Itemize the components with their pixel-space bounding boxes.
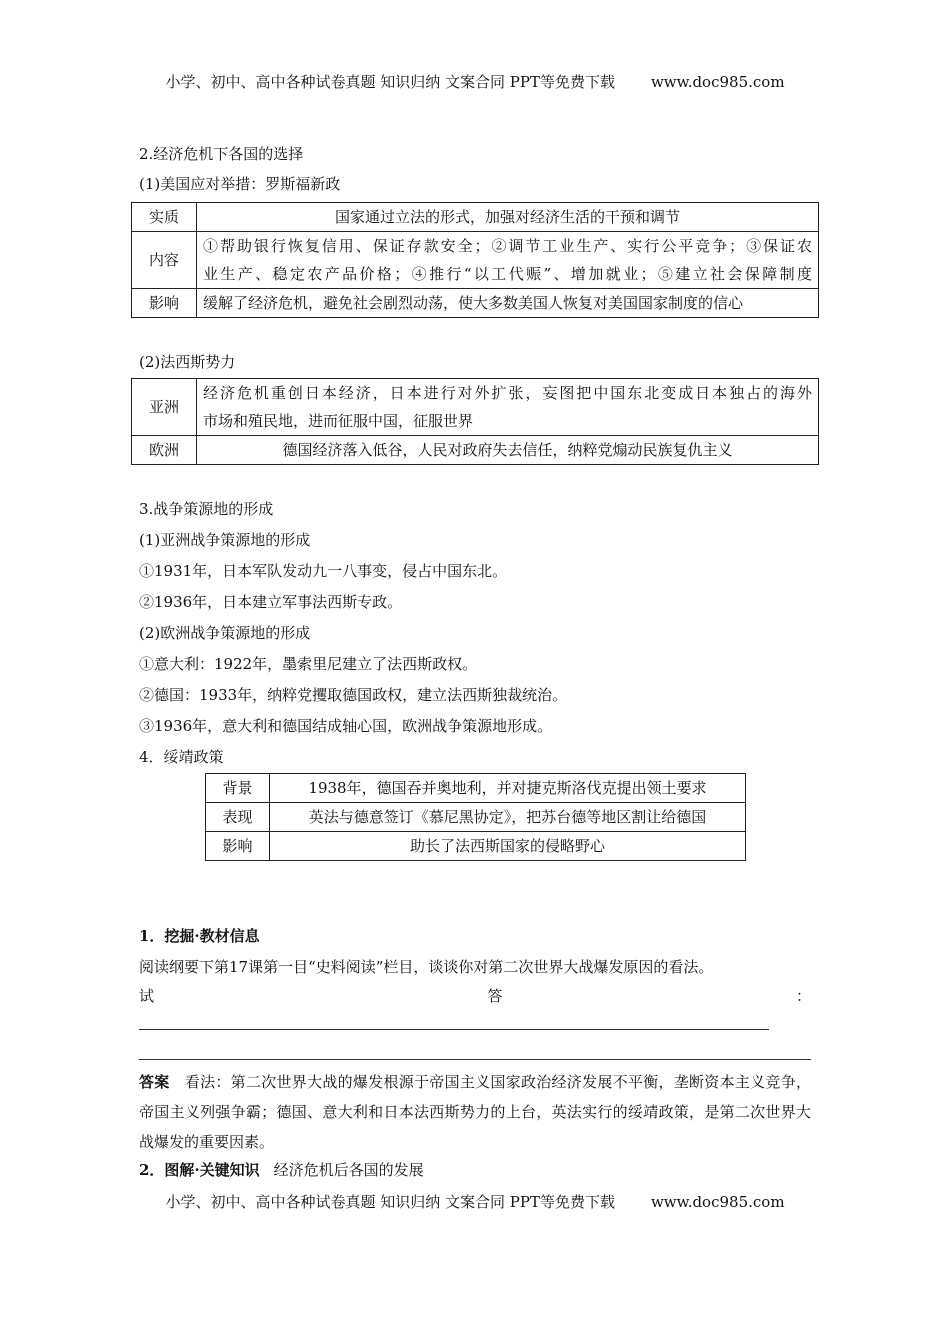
table-row bbox=[132, 436, 819, 465]
answer-prompt-b: 答 bbox=[487, 987, 503, 1005]
table-row bbox=[132, 232, 819, 289]
footer-text: 小学、初中、高中各种试卷真题 知识归纳 文案合同 PPT等免费下载 bbox=[165, 1193, 615, 1211]
row-key: 影响 bbox=[206, 832, 270, 861]
question-2-line bbox=[139, 1160, 424, 1180]
row-key: 亚洲 bbox=[132, 379, 197, 436]
section-3-title: 3.战争策源地的形成 bbox=[139, 500, 274, 518]
answer-blank-line-1[interactable] bbox=[139, 1029, 769, 1030]
section-2-sub1: (1)美国应对举措：罗斯福新政 bbox=[139, 175, 341, 193]
question-2-text: 经济危机后各国的发展 bbox=[273, 1161, 424, 1179]
table-row bbox=[206, 803, 746, 832]
row-key: 表现 bbox=[206, 803, 270, 832]
footer-url[interactable]: www.doc985.com bbox=[650, 1193, 785, 1211]
europe-item-1: ①意大利：1922年，墨索里尼建立了法西斯政权。 bbox=[139, 655, 478, 673]
row-key: 欧洲 bbox=[132, 436, 197, 465]
row-key: 实质 bbox=[132, 203, 197, 232]
answer-prompt-a: 试 bbox=[139, 987, 155, 1005]
row-value: 1938年，德国吞并奥地利，并对捷克斯洛伐克提出领土要求 bbox=[270, 774, 746, 803]
question-1-title: 1．挖掘·教材信息 bbox=[139, 927, 260, 945]
answer-blank-line-2[interactable] bbox=[139, 1059, 811, 1060]
section-2-sub2: (2)法西斯势力 bbox=[139, 353, 236, 371]
europe-item-2: ②德国：1933年，纳粹党攫取德国政权，建立法西斯独裁统治。 bbox=[139, 686, 568, 704]
row-value-line: 市场和殖民地，进而征服中国，征服世界 bbox=[203, 412, 474, 430]
fascism-table bbox=[131, 378, 819, 465]
appeasement-table bbox=[205, 773, 746, 861]
section-4-title: 4．绥靖政策 bbox=[139, 748, 224, 766]
answer-block bbox=[139, 1067, 811, 1157]
answer-text: 看法：第二次世界大战的爆发根源于帝国主义国家政治经济发展不平衡，垄断资本主义竞争，帝国主义列强争霸；德国、意大利和日本法西斯势力的上台，英法实行的绥靖政策，是第二次世界大战爆发的重要因素。 bbox=[139, 1073, 811, 1151]
row-value: 英法与德意签订《慕尼黑协定》，把苏台德等地区割让给德国 bbox=[270, 803, 746, 832]
row-value-line: 经济危机重创日本经济，日本进行对外扩张，妄图把中国东北变成日本独占的海外 bbox=[203, 384, 812, 402]
asia-item-1: ①1931年，日本军队发动九一八事变，侵占中国东北。 bbox=[139, 562, 508, 580]
answer-prompt-c: ： bbox=[795, 987, 811, 1005]
answer-label: 答案 bbox=[139, 1073, 170, 1091]
question-1-text: 阅读纲要下第17课第一目“史料阅读”栏目，谈谈你对第二次世界大战爆发原因的看法。 bbox=[139, 958, 714, 976]
row-value: 国家通过立法的形式，加强对经济生活的干预和调节 bbox=[197, 203, 819, 232]
header-text: 小学、初中、高中各种试卷真题 知识归纳 文案合同 PPT等免费下载 bbox=[165, 73, 615, 91]
question-2-title: 2．图解·关键知识 bbox=[139, 1161, 260, 1179]
table-row bbox=[132, 379, 819, 436]
row-value: 缓解了经济危机，避免社会剧烈动荡，使大多数美国人恢复对美国国家制度的信心 bbox=[197, 289, 819, 318]
table-row bbox=[132, 203, 819, 232]
header-url[interactable]: www.doc985.com bbox=[650, 73, 785, 91]
row-value bbox=[197, 379, 819, 436]
row-value: 德国经济落入低谷，人民对政府失去信任，纳粹党煽动民族复仇主义 bbox=[197, 436, 819, 465]
new-deal-table bbox=[131, 202, 819, 318]
row-value-line: ①帮助银行恢复信用、保证存款安全；②调节工业生产、实行公平竞争；③保证农 bbox=[203, 237, 812, 255]
page-header bbox=[0, 71, 950, 92]
row-value-line: 业生产、稳定农产品价格；④推行“以工代赈”、增加就业；⑤建立社会保障制度 bbox=[203, 265, 812, 283]
row-key: 内容 bbox=[132, 232, 197, 289]
page-footer bbox=[0, 1191, 950, 1212]
europe-item-3: ③1936年，意大利和德国结成轴心国，欧洲战争策源地形成。 bbox=[139, 717, 553, 735]
row-key: 影响 bbox=[132, 289, 197, 318]
asia-origin-title: (1)亚洲战争策源地的形成 bbox=[139, 531, 311, 549]
row-value: 助长了法西斯国家的侵略野心 bbox=[270, 832, 746, 861]
asia-item-2: ②1936年，日本建立军事法西斯专政。 bbox=[139, 593, 403, 611]
row-key: 背景 bbox=[206, 774, 270, 803]
section-2-title: 2.经济危机下各国的选择 bbox=[139, 145, 304, 163]
table-row bbox=[206, 832, 746, 861]
answer-prompt-row bbox=[139, 986, 811, 1006]
europe-origin-title: (2)欧洲战争策源地的形成 bbox=[139, 624, 311, 642]
table-row bbox=[206, 774, 746, 803]
table-row bbox=[132, 289, 819, 318]
row-value bbox=[197, 232, 819, 289]
